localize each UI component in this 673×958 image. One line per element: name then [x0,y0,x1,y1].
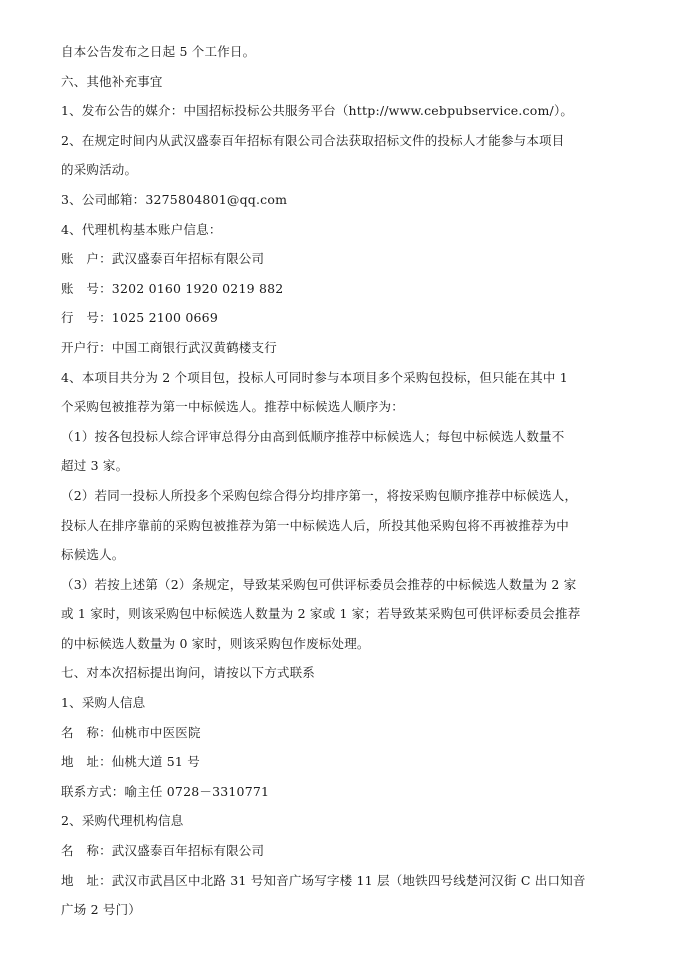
rule-2-paragraph [61,481,601,570]
rule-1-line-1: （1）按各包投标人综合评审总得分由高到低顺序推荐中标候选人；每包中标候选人数量不 [61,428,565,444]
account-name-line: 账 户：武汉盛泰百年招标有限公司 [61,251,265,267]
purchaser-contact-line: 联系方式：喻主任 0728－3310771 [61,783,270,799]
eligibility-line-2: 的采购活动。 [61,162,138,178]
section-six-heading: 六、其他补充事宜 [61,73,163,89]
agency-address-line-2: 广场 2 号门） [61,902,141,918]
rule-2-line-3: 标候选人。 [61,547,125,563]
rule-1-line-2: 超过 3 家。 [61,458,129,474]
eligibility-paragraph [61,126,601,185]
agency-address-paragraph [61,866,601,925]
rule-2-line-1: （2）若同一投标人所投多个采购包综合得分均排序第一，将按采购包顺序推荐中标候选人， [61,487,578,503]
document-page [61,37,601,925]
agency-name-line: 名 称：武汉盛泰百年招标有限公司 [61,843,265,859]
rule-3-line-1: （3）若按上述第（2）条规定，导致某采购包可供评标委员会推荐的中标候选人数量为 2 家 [61,576,577,592]
package-line-1: 4、本项目共分为 2 个项目包，投标人可同时参与本项目多个采购包投标，但只能在其中 1 [61,369,568,385]
package-line-2: 个采购包被推荐为第一中标候选人。推荐中标候选人顺序为： [61,399,404,415]
account-number-line: 账 号：3202 0160 1920 0219 882 [61,280,284,296]
eligibility-line-1: 2、在规定时间内从武汉盛泰百年招标有限公司合法获取招标文件的投标人才能参与本项目 [61,132,565,148]
agency-address-line-1: 地 址：武汉市武昌区中北路 31 号知音广场写字楼 11 层（地铁四号线楚河汉街 C 出口知音 [61,872,586,888]
deadline-line: 自本公告发布之日起 5 个工作日。 [61,44,256,59]
media-line: 1、发布公告的媒介：中国招标投标公共服务平台（http://www.cebpubservice.com/）。 [61,103,574,119]
package-paragraph [61,363,601,422]
agency-heading: 2、采购代理机构信息 [61,813,184,829]
email-line: 3、公司邮箱：3275804801@qq.com [61,191,288,207]
rule-3-line-2: 或 1 家时，则该采购包中标候选人数量为 2 家或 1 家；若导致某采购包可供评标委员会推荐 [61,606,581,622]
bank-code-line: 行 号：1025 2100 0669 [61,310,218,326]
account-heading: 4、代理机构基本账户信息： [61,221,222,237]
rule-3-line-3: 的中标候选人数量为 0 家时，则该采购包作废标处理。 [61,635,370,651]
purchaser-heading: 1、采购人信息 [61,695,146,711]
rule-3-paragraph [61,570,601,659]
rule-1-paragraph [61,422,601,481]
purchaser-name-line: 名 称：仙桃市中医医院 [61,724,201,740]
section-seven-heading: 七、对本次招标提出询问，请按以下方式联系 [61,665,316,681]
purchaser-address-line: 地 址：仙桃大道 51 号 [61,754,200,770]
rule-2-line-2: 投标人在排序靠前的采购包被推荐为第一中标候选人后，所投其他采购包将不再被推荐为中 [61,517,570,533]
bank-branch-line: 开户行：中国工商银行武汉黄鹤楼支行 [61,339,277,355]
